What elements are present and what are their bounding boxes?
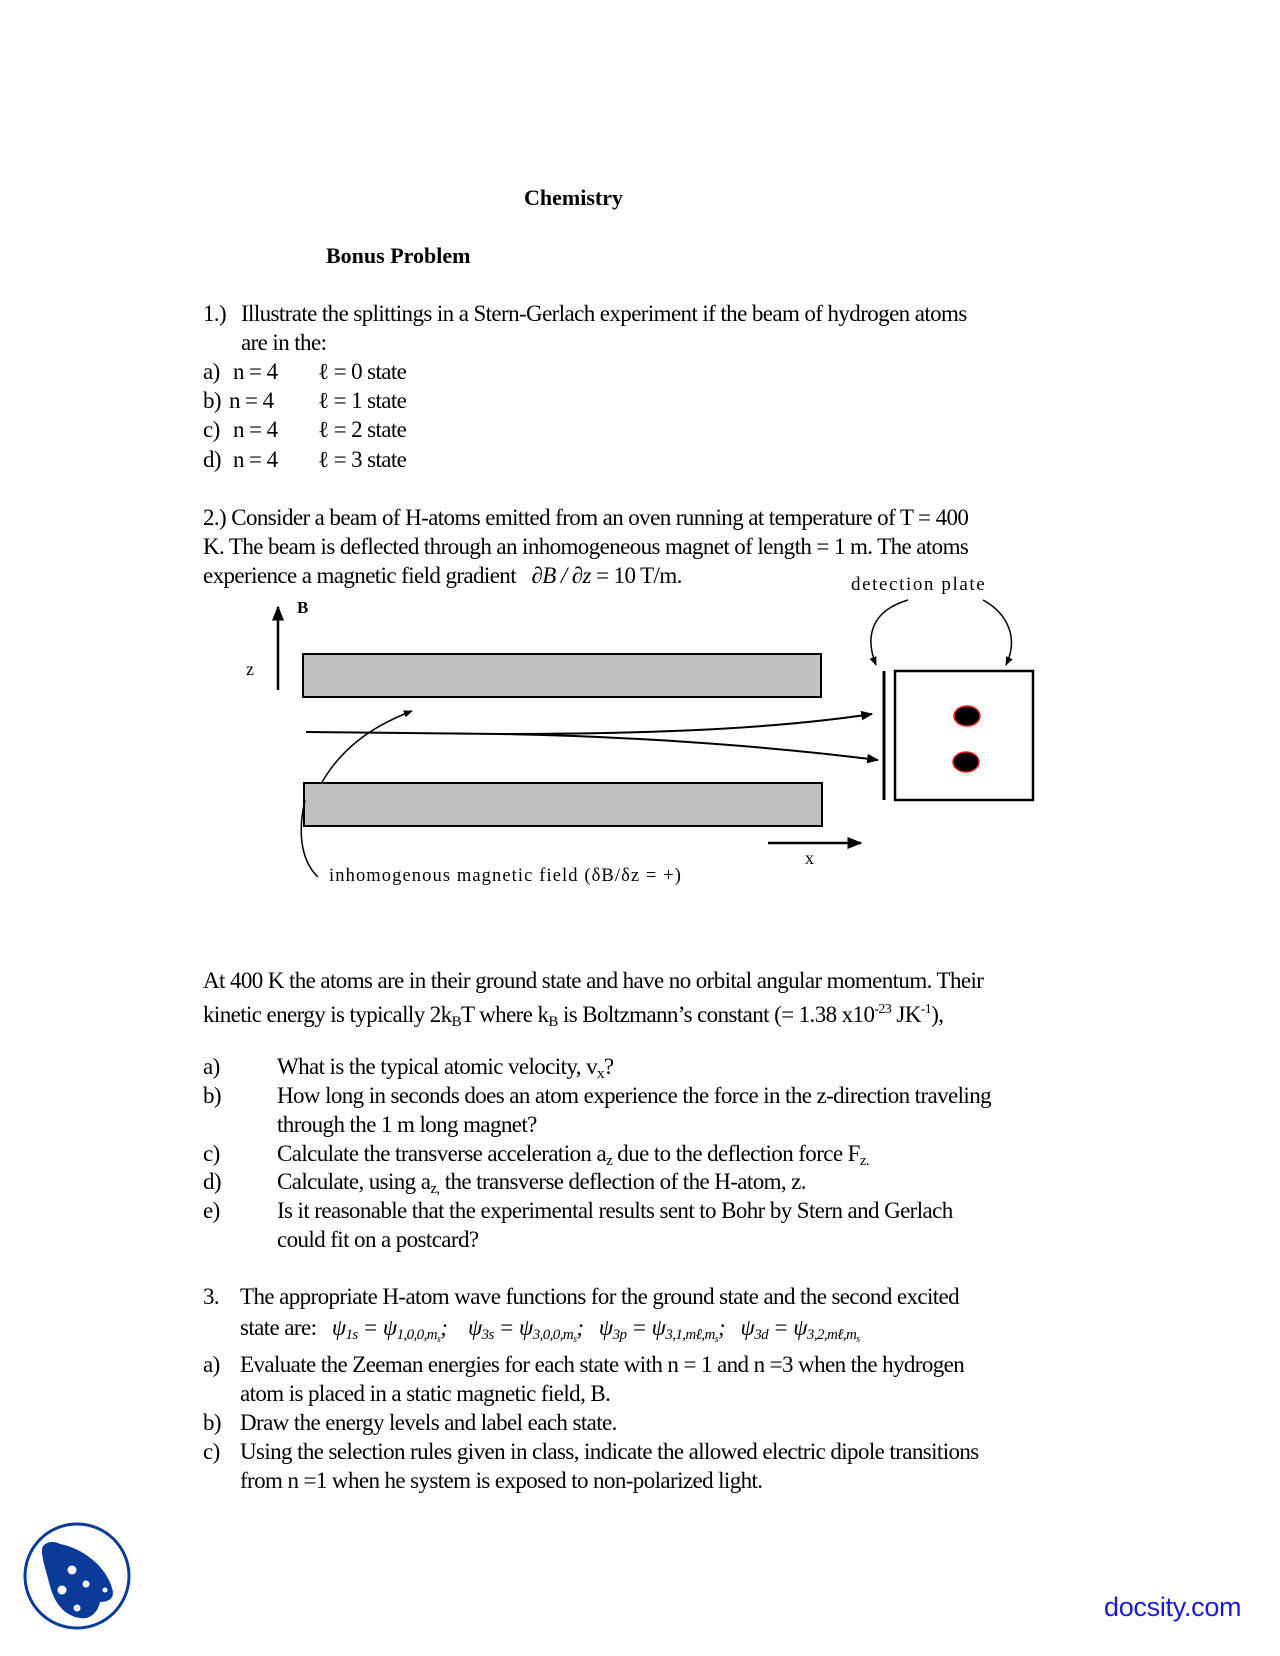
problem-2-line-2: K. The beam is deflected through an inhomogeneous magnet of length = 1 m. The atoms bbox=[203, 534, 969, 559]
problem-3-item-b-text: Draw the energy levels and label each state. bbox=[240, 1410, 617, 1435]
problem-3-line-1: The appropriate H-atom wave functions for the ground state and the second excited bbox=[240, 1284, 960, 1309]
detection-plate bbox=[895, 671, 1033, 800]
question-d-label: d) bbox=[203, 1169, 221, 1194]
problem-2-intro-line-1: At 400 K the atoms are in their ground state and have no orbital angular momentum. Their bbox=[203, 968, 984, 993]
item-label: c) bbox=[203, 417, 220, 442]
lower-deflection-spot bbox=[953, 752, 979, 772]
detection-pointer-left-icon bbox=[871, 600, 908, 665]
docsity-logo-icon[interactable] bbox=[20, 1520, 132, 1632]
document-subtitle: Bonus Problem bbox=[326, 243, 471, 268]
item-n: n = 4 bbox=[233, 359, 278, 384]
question-d-text: Calculate, using $a_{z,}$ the transverse deflection of the H-atom, z. bbox=[277, 1169, 806, 1197]
diagram-label-field: inhomogenous magnetic field (δB/δz = +) bbox=[329, 866, 682, 886]
detection-pointer-right-icon bbox=[983, 600, 1011, 665]
problem-3-item-b-label: b) bbox=[203, 1410, 221, 1435]
problem-3-item-a-text-2: atom is placed in a static magnetic field, B. bbox=[240, 1381, 611, 1406]
lower-magnet bbox=[304, 783, 822, 826]
diagram-label-z: z bbox=[246, 659, 254, 679]
question-b-label: b) bbox=[203, 1083, 221, 1108]
problem-2-line-3: experience a magnetic field gradient ∂B / ∂z = 10 T/m. bbox=[203, 563, 682, 588]
problem-3-number: 3. bbox=[203, 1284, 220, 1309]
item-l: ℓ = 1 state bbox=[318, 388, 407, 413]
problem-1-line-1: Illustrate the splittings in a Stern-Gerlach experiment if the beam of hydrogen atoms bbox=[241, 301, 967, 326]
question-e-text-2: could fit on a postcard? bbox=[277, 1227, 479, 1252]
diagram-label-detection-plate: detection plate bbox=[851, 574, 987, 595]
problem-2-intro-line-2: kinetic energy is typically $2k_BT$ where $k_B$ is Boltzmann’s constant (= 1.38 $x10^{-23}$ $JK^{-1}$), bbox=[203, 1002, 944, 1030]
problem-2-line-1: 2.) Consider a beam of H-atoms emitted from an oven running at temperature of T = 400 bbox=[203, 505, 969, 530]
wavefunction-3s: $\psi_{3s} = \psi_{3,0,0,ms}$; bbox=[467, 1315, 584, 1345]
item-label: d) bbox=[203, 447, 221, 472]
item-l: ℓ = 0 state bbox=[318, 359, 407, 384]
question-c-text: Calculate the transverse acceleration $a_z$ due to the deflection force $F_{z.}$ bbox=[277, 1141, 870, 1169]
item-label: a) bbox=[203, 359, 220, 384]
question-a-text: What is the typical atomic velocity, $v_x$? bbox=[277, 1054, 614, 1082]
item-n: n = 4 bbox=[233, 447, 278, 472]
beam-lower-path bbox=[500, 734, 878, 760]
item-n: n = 4 bbox=[229, 388, 274, 413]
problem-3-wavefunctions: state are: $\psi_{1s} = \psi_{1,0,0,ms}$; $\psi_{3s} = \psi_{3,0,0,ms}$; $\psi_{3p} = \psi_{3,1,m\ell,ms}$; $\psi_{3d} = \psi_{3,2,m\ell,ms}$ bbox=[240, 1315, 860, 1345]
question-e-text: Is it reasonable that the experimental results sent to Bohr by Stern and Gerlach bbox=[277, 1198, 953, 1223]
problem-3-item-a-text: Evaluate the Zeeman energies for each state with n = 1 and n =3 when the hydrogen bbox=[240, 1352, 965, 1377]
diagram-label-x: x bbox=[805, 848, 814, 868]
field-pointer-arrow-icon bbox=[321, 711, 412, 784]
question-e-label: e) bbox=[203, 1198, 220, 1223]
problem-1-number: 1.) bbox=[203, 301, 227, 326]
diagram-label-b: B bbox=[297, 598, 309, 617]
problem-1-line-2: are in the: bbox=[241, 330, 327, 355]
question-b-text: How long in seconds does an atom experience the force in the z-direction traveling bbox=[277, 1083, 992, 1108]
wavefunction-3p: $\psi_{3p} = \psi_{3,1,m\ell,ms}$; bbox=[598, 1315, 726, 1345]
problem-3-item-c-text: Using the selection rules given in class, indicate the allowed electric dipole transitions bbox=[240, 1439, 979, 1464]
beam-upper-path bbox=[306, 714, 872, 734]
question-b-text-2: through the 1 m long magnet? bbox=[277, 1112, 537, 1137]
item-l: ℓ = 2 state bbox=[318, 417, 407, 442]
document-title: Chemistry bbox=[524, 185, 623, 210]
field-gradient-math: ∂B / ∂z bbox=[531, 563, 591, 588]
docsity-brand-link[interactable]: docsity.com bbox=[1104, 1592, 1242, 1622]
item-n: n = 4 bbox=[233, 417, 278, 442]
upper-deflection-spot bbox=[954, 706, 980, 726]
problem-3-item-c-label: c) bbox=[203, 1439, 220, 1464]
problem-3-item-c-text-2: from n =1 when he system is exposed to non-polarized light. bbox=[240, 1468, 763, 1493]
problem-3-item-a-label: a) bbox=[203, 1352, 220, 1377]
item-l: ℓ = 3 state bbox=[318, 447, 407, 472]
question-c-label: c) bbox=[203, 1141, 220, 1166]
wavefunction-1s: $\psi_{1s} = \psi_{1,0,0,ms}$; bbox=[331, 1315, 448, 1345]
item-label: b) bbox=[203, 388, 221, 413]
question-a-label: a) bbox=[203, 1054, 220, 1079]
upper-magnet bbox=[303, 654, 821, 697]
wavefunction-3d: $\psi_{3d} = \psi_{3,2,m\ell,ms}$ bbox=[740, 1315, 860, 1345]
